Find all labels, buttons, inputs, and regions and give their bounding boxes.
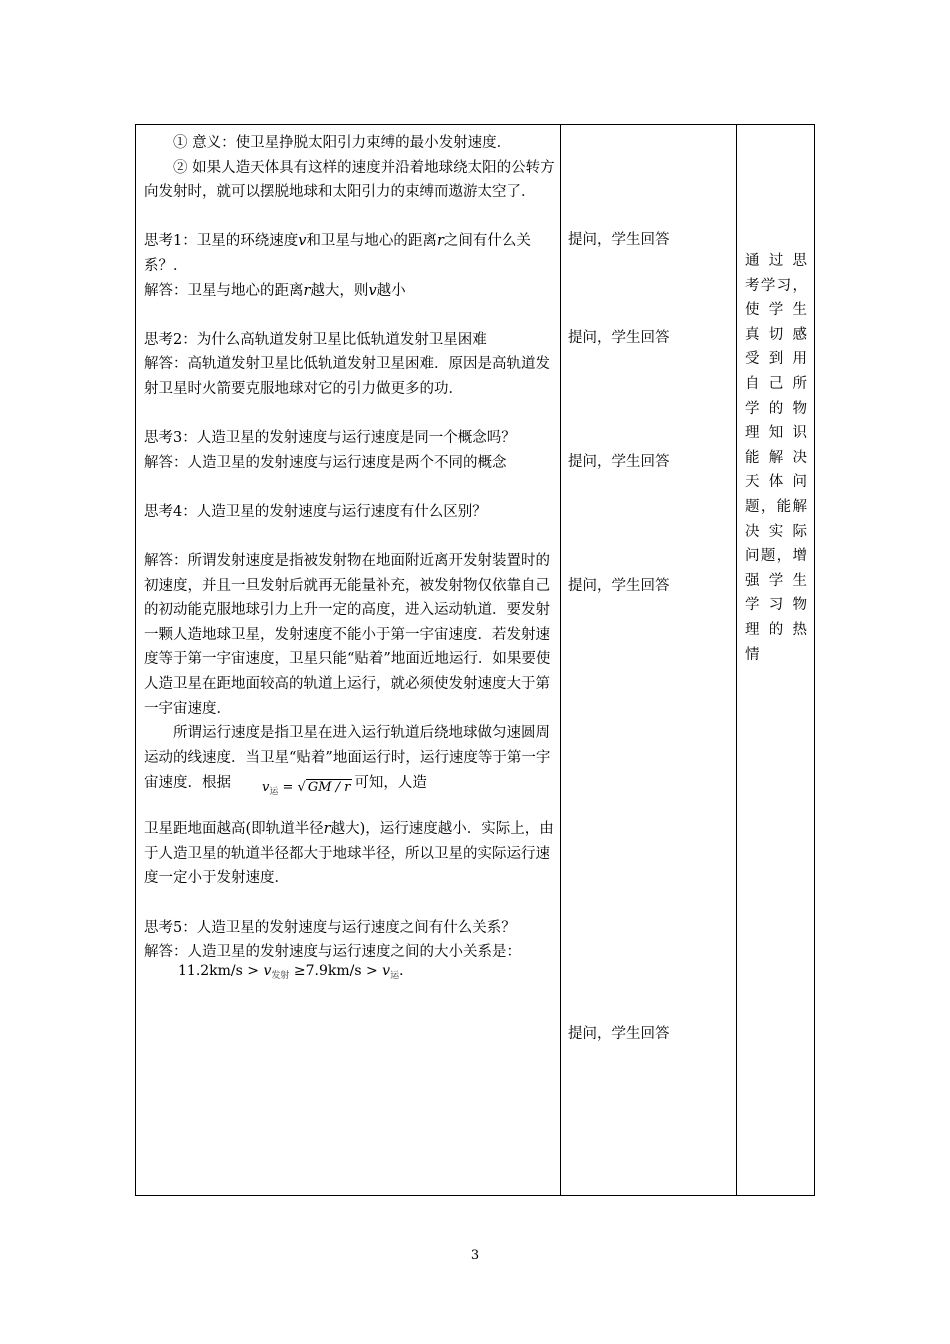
intent-line: 决实际 [745, 523, 807, 540]
intent-line: 使学生 [745, 302, 807, 319]
question-5: 思考5：人造卫星的发射速度与运行速度之间有什么关系？ [144, 919, 516, 936]
answer-1-text-c: 越小 [376, 282, 406, 299]
student-activity-5: 提问，学生回答 [568, 1026, 670, 1042]
relation-text-b: ≥7.9km/s > [289, 962, 383, 979]
math-r: r [303, 282, 311, 299]
formula-equals: = [282, 780, 294, 796]
student-activity-2: 提问，学生回答 [568, 330, 670, 346]
formula-subscript: 运 [269, 787, 279, 798]
formula-sqrt: GM / r [307, 780, 351, 796]
student-activity-1: 提问，学生回答 [568, 232, 670, 248]
run-speed-text-b: 可知，人造 [354, 775, 427, 792]
answer-2: 解答：高轨道发射卫星比低轨道发射卫星困难．原因是高轨道发射卫星时火箭要克服地球对它的引力做更多的功． [144, 356, 550, 397]
question-3: 思考3：人造卫星的发射速度与运行速度是同一个概念吗？ [144, 430, 516, 447]
math-r: r [323, 821, 331, 838]
intent-line: 真切感 [745, 326, 807, 343]
answer-1-text-a: 解答：卫星与地心的距离 [144, 282, 304, 299]
intent-line: 通过思 [745, 253, 807, 269]
intent-line: 情 [745, 646, 760, 663]
answer-1-text-b: 越大，则 [310, 282, 369, 299]
math-v: v [368, 282, 377, 299]
intent-line: 能解决 [745, 449, 807, 466]
answer-3: 解答：人造卫星的发射速度与运行速度是两个不同的概念 [144, 454, 507, 471]
intent-line: 强学生 [745, 572, 807, 589]
escape-paragraph: ② 如果人造天体具有这样的速度并沿着地球绕太阳的公转方向发射时，就可以摆脱地球和太阳引力的束缚而遨游太空了． [144, 159, 555, 201]
run-speed-conclusion [144, 817, 556, 891]
math-r: r [436, 233, 444, 250]
intent-line: 受到用 [745, 351, 807, 368]
answer-1 [144, 279, 556, 304]
relation-subscript-launch: 发射 [271, 970, 290, 981]
content-column [144, 131, 556, 988]
intent-line: 理知识 [745, 425, 807, 442]
page-number: 3 [470, 1248, 480, 1263]
question-1-text-b: 和卫星与地心的距离 [306, 233, 437, 250]
relation-end: ． [399, 962, 414, 979]
design-intent-column [745, 249, 807, 667]
intent-line: 自己所 [745, 375, 807, 392]
question-1 [144, 229, 556, 278]
lesson-table [135, 124, 815, 1196]
column-divider-1 [560, 125, 561, 1195]
question-2: 思考2：为什么高轨道发射卫星比低轨道发射卫星困难 [144, 331, 487, 348]
conclusion-text-b: 越大)，运行速度越小．实际上，由于人造卫星的轨道半径都大于地球半径，所以卫星的实际运行速度一定小于发射速度． [144, 821, 554, 887]
run-speed-text-a: 所谓运行速度是指卫星在进入运行轨道后绕地球做匀速圆周运动的线速度．当卫星“贴着”地面运行时，运行速度等于第一宇宙速度．根据 [144, 725, 551, 792]
intent-line: 问题，增 [745, 548, 807, 565]
orbit-speed-formula: $v_运$ = √ GM / r [262, 780, 351, 798]
question-1-text-a: 思考1：卫星的环绕速度 [144, 233, 299, 250]
relation-v-launch: v [263, 962, 272, 979]
intent-line: 天体问 [745, 474, 807, 491]
student-activity-4: 提问，学生回答 [568, 578, 670, 594]
intent-line: 题，能解 [745, 498, 807, 515]
intent-line: 学的物 [745, 400, 807, 417]
relation-v-run: v [382, 962, 391, 979]
relation-subscript-run: 运 [390, 970, 400, 981]
answer-4: 解答：所谓发射速度是指被发射物在地面附近离开发射装置时的初速度，并且一旦发射后就再无能量补充，被发射物仅依靠自己的初动能克服地球引力上升一定的高度，进入运动轨道．要发射一颗人造地球卫星，发射速度不能小于第一宇宙速度．若发射速度等于第一宇宙速度，卫星只能“贴着”地面近地运行．如果要使人造卫星在距地面较高的轨道上运行，就必须使发射速度大于第一宇宙速度． [144, 553, 551, 717]
conclusion-text-a: 卫星距地面越高(即轨道半径 [144, 821, 324, 838]
intent-line: 学习物 [745, 597, 807, 614]
question-1-text-c: 之间有什么关系？． [144, 233, 531, 274]
formula-v: v [262, 780, 270, 796]
intent-line: 考学习， [745, 277, 807, 294]
column-divider-2 [736, 125, 737, 1195]
run-speed-paragraph [144, 721, 556, 805]
question-4: 思考4：人造卫星的发射速度与运行速度有什么区别？ [144, 503, 487, 520]
math-v: v [298, 233, 307, 250]
answer-5: 解答：人造卫星的发射速度与运行速度之间的大小关系是： [144, 944, 521, 961]
student-activity-3: 提问，学生回答 [568, 454, 670, 470]
intent-line: 理的热 [745, 621, 807, 638]
meaning-paragraph: ① 意义：使卫星挣脱太阳引力束缚的最小发射速度． [173, 135, 512, 151]
relation-text-a: 11.2km/s > [178, 962, 264, 979]
